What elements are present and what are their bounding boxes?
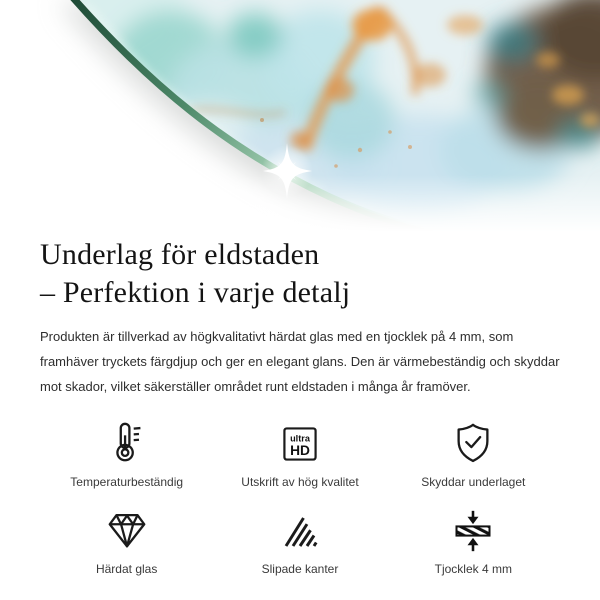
feature-grid <box>40 414 560 576</box>
feature-label: Slipade kanter <box>261 561 339 576</box>
product-hero <box>0 0 600 232</box>
page-title-line2: – Perfektion i varje detalj <box>40 275 351 309</box>
thermometer-icon <box>104 414 150 466</box>
feature-temperature-resistant <box>40 414 213 489</box>
ultra-hd-icon <box>278 414 322 466</box>
product-description-section <box>0 236 600 576</box>
thickness-icon <box>451 501 495 553</box>
svg-text:HD: HD <box>290 442 310 458</box>
feature-label: Tjocklek 4 mm <box>434 561 512 576</box>
shield-check-icon <box>450 414 496 466</box>
feature-high-quality-print <box>213 414 386 489</box>
svg-text:ultra: ultra <box>290 433 310 444</box>
feature-label: Temperaturbeständig <box>70 474 184 489</box>
feature-thickness <box>387 501 560 576</box>
product-description: Produkten är tillverkad av högkvalitativt härdat glas med en tjocklek på 4 mm, som framhäver tryckets färgdjup och ger en elegant glans. Den är värmebeständig och skyddar mot skador, vilket säkerställer området runt eldstaden i många år framöver. <box>40 328 560 395</box>
diamond-icon <box>104 501 150 553</box>
feature-beveled-edges <box>213 501 386 576</box>
product-hero-image <box>0 0 600 232</box>
page-title <box>40 236 560 312</box>
feature-protects-surface <box>387 414 560 489</box>
feature-tempered-glass <box>40 501 213 576</box>
beveled-edges-icon <box>279 501 321 553</box>
page-title-line1: Underlag för eldstaden <box>40 238 320 271</box>
feature-label: Skyddar underlaget <box>421 474 526 489</box>
feature-label: Utskrift av hög kvalitet <box>241 474 359 489</box>
feature-label: Härdat glas <box>95 561 158 576</box>
